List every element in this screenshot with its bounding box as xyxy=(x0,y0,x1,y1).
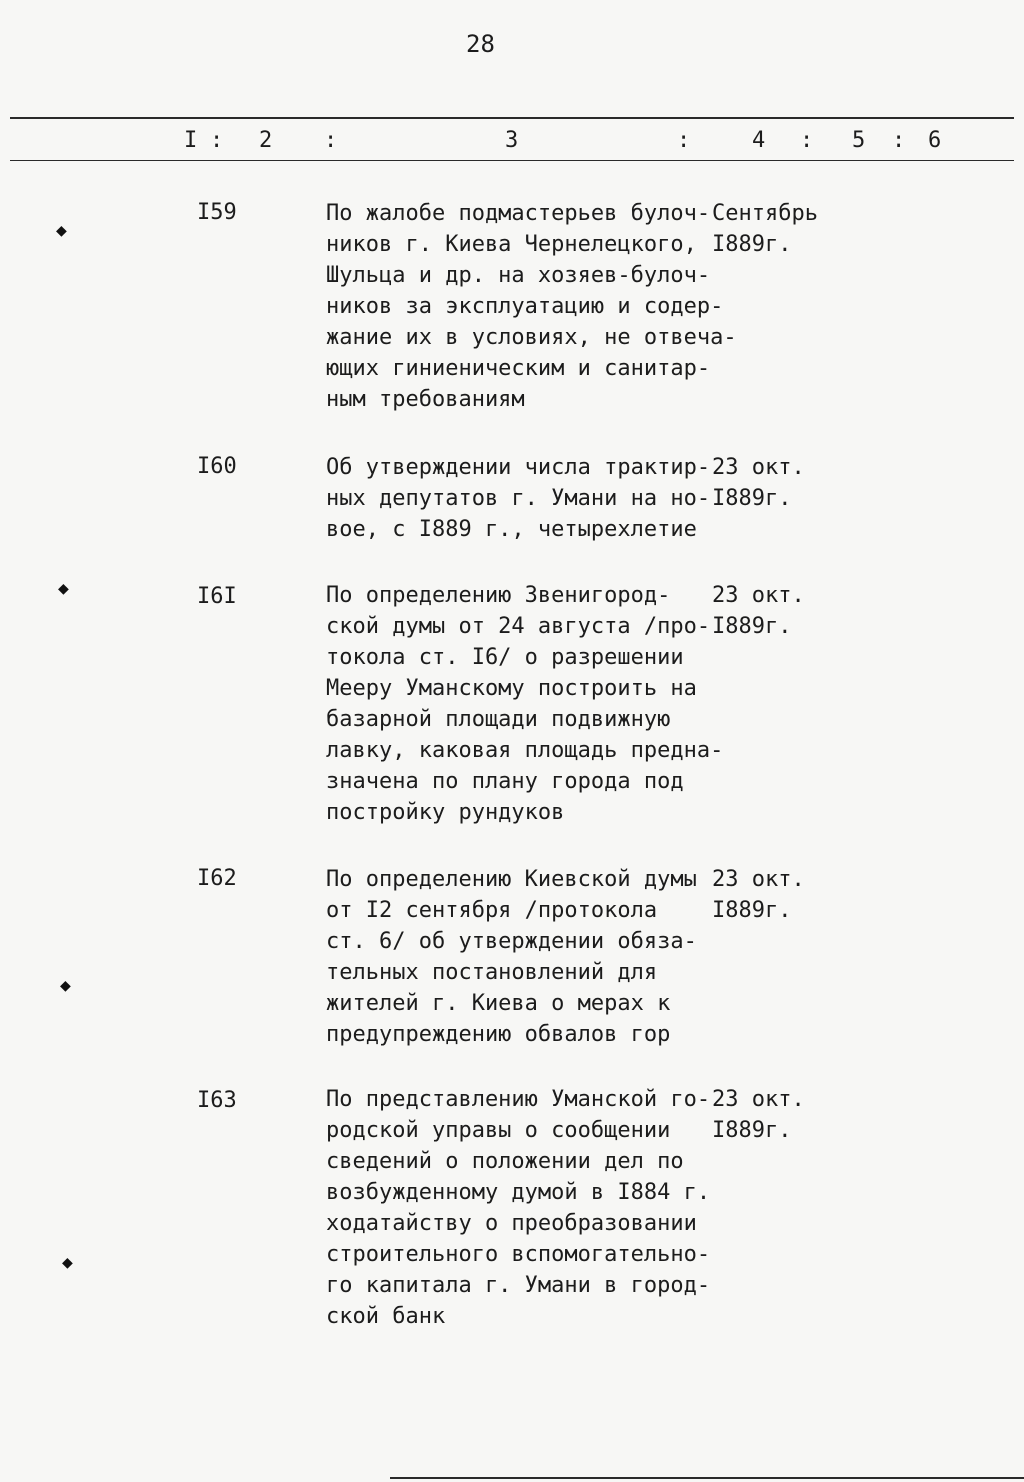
entry-text-line: ных депутатов г. Умани на но- xyxy=(326,486,711,511)
column-header-5: 5 xyxy=(852,128,866,153)
column-header-3: 3 xyxy=(505,128,519,153)
entry-date-line: 23 окт. xyxy=(712,867,805,892)
entry-description xyxy=(326,198,737,415)
entry-description xyxy=(326,1084,716,1332)
entry-text-line: Шульца и др. на хозяев-булоч- xyxy=(326,263,711,288)
entry-text-line: базарной площади подвижную xyxy=(326,707,671,732)
page-number: 28 xyxy=(466,30,495,58)
entry-date-line: I889г. xyxy=(712,614,792,639)
entry-text-line: ской думы от 24 августа /про- xyxy=(326,614,711,639)
entry-text-line: го капитала г. Умани в город- xyxy=(326,1273,711,1298)
column-separator: : xyxy=(324,128,338,153)
entry-text-line: вое, с I889 г., четырехлетие xyxy=(326,517,697,542)
entry-date xyxy=(712,1084,805,1146)
entry-text-line: строительного вспомогательно- xyxy=(326,1242,711,1267)
entry-date-line: I889г. xyxy=(712,232,792,257)
entry-date-line: I889г. xyxy=(712,486,792,511)
entry-text-line: возбужденному думой в I884 г. xyxy=(326,1180,711,1205)
column-header-2: 2 xyxy=(259,128,273,153)
entry-text-line: жителей г. Киева о мерах к xyxy=(326,991,671,1016)
entry-text-line: лавку, каковая площадь предна- xyxy=(326,738,724,763)
entry-date-line: 23 окт. xyxy=(712,1087,805,1112)
entry-description xyxy=(326,452,716,545)
ink-mark: ◆ xyxy=(58,578,69,599)
entry-text-line: предупреждению обвалов гор xyxy=(326,1022,671,1047)
entry-text-line: ходатайству о преобразовании xyxy=(326,1211,697,1236)
entry-number: I62 xyxy=(197,866,237,891)
entry-text-line: По жалобе подмастерьев булоч- xyxy=(326,201,711,226)
column-separator: : xyxy=(677,128,691,153)
ink-mark: ◆ xyxy=(60,975,71,996)
entry-description xyxy=(326,864,716,1050)
column-separator: : xyxy=(800,128,814,153)
entry-text-line: токола ст. I6/ о разрешении xyxy=(326,645,684,670)
entry-date xyxy=(712,580,805,642)
entry-text-line: от I2 сентября /протокола xyxy=(326,898,658,923)
entry-date-line: 23 окт. xyxy=(712,583,805,608)
entry-number: I63 xyxy=(197,1088,237,1113)
entry-number: I60 xyxy=(197,454,237,479)
entry-text-line: Мееру Уманскому построить на xyxy=(326,676,697,701)
ink-mark: ◆ xyxy=(62,1252,73,1273)
page-bottom-rule xyxy=(390,1477,1024,1479)
entry-text-line: ющих гиниеническим и санитар- xyxy=(326,356,711,381)
header-top-rule xyxy=(10,117,1014,119)
entry-date-line: I889г. xyxy=(712,1118,792,1143)
entry-text-line: По определению Звенигород- xyxy=(326,583,671,608)
column-separator: : xyxy=(210,128,224,153)
column-header-4: 4 xyxy=(752,128,766,153)
entry-date-line: I889г. xyxy=(712,898,792,923)
entry-text-line: тельных постановлений для xyxy=(326,960,658,985)
entry-text-line: постройку рундуков xyxy=(326,800,565,825)
column-header-6: 6 xyxy=(928,128,942,153)
entry-text-line: ской банк xyxy=(326,1304,446,1329)
entry-text-line: По определению Киевской думы xyxy=(326,867,697,892)
entry-text-line: ным требованиям xyxy=(326,387,525,412)
entry-text-line: значена по плану города под xyxy=(326,769,684,794)
entry-date xyxy=(712,198,818,260)
entry-date xyxy=(712,864,805,926)
entry-date xyxy=(712,452,805,514)
entry-number: I59 xyxy=(197,200,237,225)
entry-text-line: ников за эксплуатацию и содер- xyxy=(326,294,724,319)
entry-description xyxy=(326,580,724,828)
column-header-1: I xyxy=(184,128,198,153)
entry-text-line: По представлению Уманской го- xyxy=(326,1087,711,1112)
entry-text-line: жание их в условиях, не отвеча- xyxy=(326,325,737,350)
entry-text-line: ников г. Киева Чернелецкого, xyxy=(326,232,697,257)
entry-date-line: Сентябрь xyxy=(712,201,818,226)
entry-number: I6I xyxy=(197,584,237,609)
entry-text-line: Об утверждении числа трактир- xyxy=(326,455,711,480)
entry-date-line: 23 окт. xyxy=(712,455,805,480)
ink-mark: ◆ xyxy=(56,220,67,241)
entry-text-line: ст. 6/ об утверждении обяза- xyxy=(326,929,697,954)
entry-text-line: сведений о положении дел по xyxy=(326,1149,684,1174)
header-bottom-rule xyxy=(10,160,1014,161)
column-separator: : xyxy=(892,128,906,153)
entry-text-line: родской управы о сообщении xyxy=(326,1118,671,1143)
